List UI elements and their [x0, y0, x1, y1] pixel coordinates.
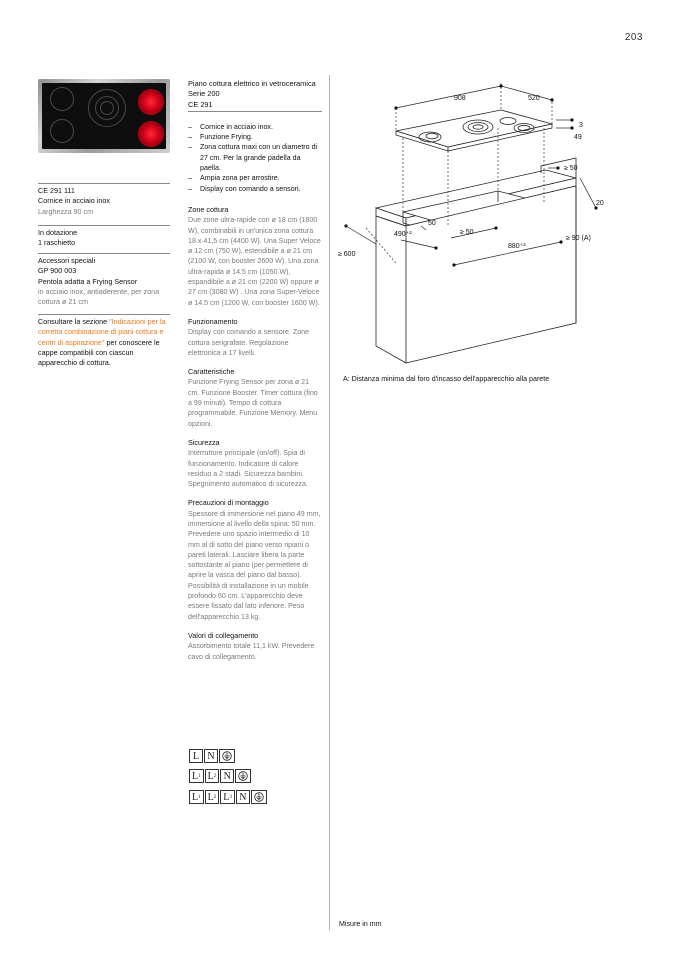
section-connection — [188, 631, 322, 662]
connection-two-phase — [189, 769, 251, 783]
dim-880: 880⁺² — [508, 243, 526, 250]
footer-units: Misure in mm — [339, 920, 382, 928]
section-body: Interruttore principale (on/off). Spia di funzionamento. Indicatore di calore residuo a 2 stadi. Sicurezza bambini. Spegnimento automatico di sicurezza. — [188, 449, 308, 489]
accessories-heading: Accessori speciali — [38, 256, 96, 265]
installation-diagram — [336, 78, 616, 373]
terminal-label: L 2 — [205, 769, 220, 783]
section-body: Funzione Frying Sensor per zona ø 21 cm. Funzione Booster. Timer cottura (fino a 99 minuti). Tempo di cottura programmabile. Funzione Memory. Menu opzioni. — [188, 378, 318, 428]
page-number: 203 — [624, 32, 643, 43]
feature-item: – Cornice in acciaio inox. — [188, 122, 322, 132]
section-heading: Sicurezza — [188, 437, 220, 447]
terminal-label: L 1 — [189, 790, 204, 804]
section-heading: Funzionamento — [188, 316, 238, 326]
terminal-label: L — [189, 749, 203, 763]
dim-50-mid: ≥ 50 — [460, 229, 474, 236]
ground-icon — [219, 749, 235, 763]
connection-three-phase — [189, 790, 267, 804]
product-model: CE 291 111 — [38, 186, 75, 195]
dim-600: ≥ 600 — [338, 251, 356, 258]
cooking-zone-center — [88, 89, 126, 127]
dim-50-small: 50 — [428, 220, 436, 227]
feature-list — [188, 122, 322, 194]
terminal-label: L 2 — [205, 790, 220, 804]
dim-908: 908 — [454, 95, 466, 102]
product-title: Piano cottura elettrico in vetroceramica — [188, 79, 316, 88]
column-divider — [329, 75, 330, 930]
product-code: CE 291 — [188, 100, 322, 112]
specs-column — [188, 79, 322, 662]
dim-50-top: ≥ 50 — [564, 165, 578, 172]
connection-single-phase — [189, 749, 235, 763]
accessory-desc: in acciaio inox, antiaderente, per zona cottura ø 21 cm — [38, 286, 160, 307]
terminal-label: L 1 — [189, 769, 204, 783]
terminal-label: N — [220, 769, 234, 783]
included-heading: In dotazione — [38, 228, 78, 237]
dim-49: 49 — [574, 134, 582, 141]
note-link[interactable]: "Indicazioni per la corretta combinazione di piani cottura e centri di aspirazione" — [38, 317, 166, 347]
ground-icon — [235, 769, 251, 783]
section-body: Due zone ultra-rapide con ø 18 cm (1800 W), combinabili in un'unica zona cottura 18 x 41,5 cm (4400 W). Una Super Veloce ø 12 cm (750 W), estendibile a ø 21 cm (2100 W, con booster 2600 W). Una zona ultra-rapida ø 14.5 cm (1050 W), espandibile a ø 21 cm (2200 W) oppure ø 27 cm (3080 W) . Una zona Super-Veloce ø 14.5 cm (1200 W, con booster 1600 W). — [188, 216, 321, 307]
product-series: Serie 200 — [188, 89, 220, 99]
terminal-label: L 3 — [220, 790, 235, 804]
product-frame: Cornice in acciaio inox — [38, 196, 110, 206]
compatibility-note — [38, 314, 170, 368]
section-heading: Precauzioni di montaggio — [188, 498, 269, 508]
section-operation — [188, 317, 322, 358]
product-info — [38, 183, 170, 217]
section-installation — [188, 498, 322, 622]
dim-20: 20 — [596, 200, 604, 207]
section-body: Assorbimento totale 11,1 kW. Prevedere cavo di collegamento. — [188, 642, 315, 661]
section-features — [188, 367, 322, 429]
section-heading: Zone cottura — [188, 204, 229, 214]
dim-520: 520 — [528, 95, 540, 102]
section-safety — [188, 438, 322, 489]
ground-icon — [251, 790, 267, 804]
dim-490: 490⁺² — [394, 231, 412, 238]
feature-item: – Ampia zona per arrostire. — [188, 173, 322, 183]
product-photo — [38, 79, 170, 153]
accessory-name: Pentola adatta a Frying Sensor — [38, 276, 138, 286]
dim-3: 3 — [579, 122, 583, 129]
note-post: per conoscere le cappe compatibili con ciascun apparecchio di cottura. — [38, 337, 160, 368]
feature-item: – Display con comando a sensori. — [188, 184, 322, 194]
terminal-label: N — [204, 749, 218, 763]
cooking-zone-right-top-active — [138, 89, 164, 115]
terminal-label: N — [236, 790, 250, 804]
section-heading: Caratteristiche — [188, 367, 235, 377]
feature-item: – Funzione Frying. — [188, 132, 322, 142]
section-heading: Valori di collegamento — [188, 630, 259, 640]
section-body: Display con comando a sensore. Zone cottura serigrafate. Regolazione elettronica a 17 livelli. — [188, 328, 310, 357]
cooktop-glass — [42, 83, 166, 149]
diagram-caption: A: Distanza minima dal foro d'incasso dell'apparecchio alla parete — [343, 375, 550, 383]
accessories-section — [38, 253, 170, 307]
cooking-zone-right-bottom-active — [138, 121, 164, 147]
dim-90: ≥ 90 (A) — [566, 235, 591, 242]
product-width: Larghezza 90 cm — [38, 206, 94, 216]
section-body: Spessore di immersione nel piano 49 mm, immersione al livello della spina: 50 mm. Prevedere uno spazio intermedio di 10 mm al di sotto del piano verso ripiani o pareti laterali. Lasciare libera la parte sottostante al piano (per permettere di aprire la vasca del piano dal basso). Possibilità di installazione in un mobile profondo 60 cm. L'apparecchio deve essere fissato dal lato inferiore. Peso dell'apparecchio 13 kg. — [188, 509, 321, 621]
included-item: 1 raschietto — [38, 238, 76, 248]
section-zones — [188, 205, 322, 308]
feature-item: – Zona cottura maxi con un diametro di 27 cm. Per la grande padella da paella. — [188, 142, 322, 173]
cooking-zone-left-bottom — [50, 119, 74, 143]
cooking-zone-left-top — [50, 87, 74, 111]
accessory-code: GP 900 003 — [38, 266, 77, 276]
included-section — [38, 225, 170, 249]
note-pre: Consultare la sezione — [38, 317, 110, 326]
